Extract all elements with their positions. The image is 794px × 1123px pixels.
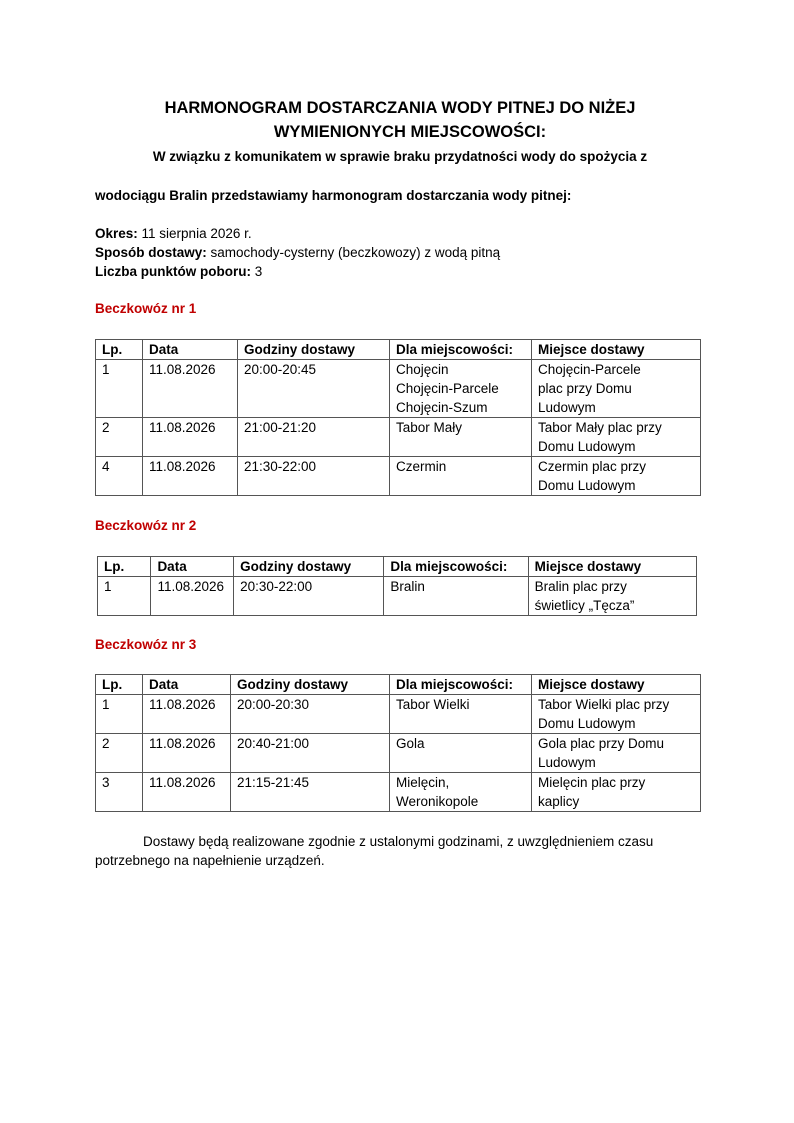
cell-locality [384, 577, 528, 616]
cell-delivery-place [532, 734, 701, 773]
info-delivery-method-value: samochody-cysterny (beczkowozy) z wodą pitną [206, 245, 501, 260]
cell-locality-line: Tabor Wielki [396, 697, 470, 712]
cell-delivery-place-line: Ludowym [538, 400, 596, 415]
cell-locality [390, 457, 532, 496]
cell-date: 11.08.2026 [143, 734, 231, 773]
cell-locality-line: Chojęcin-Parcele [396, 381, 499, 396]
cell-locality-line: Mielęcin, [396, 775, 450, 790]
cell-locality [390, 734, 532, 773]
cell-locality-line: Bralin [390, 579, 425, 594]
intro-line-2: wodociągu Bralin przedstawiamy harmonogram dostarczania wody pitnej: [95, 188, 572, 203]
document-title-line-2: WYMIENIONYCH MIEJSCOWOŚCI: [273, 123, 547, 141]
cell-date: 11.08.2026 [143, 773, 231, 812]
footer-note: Dostawy będą realizowane zgodnie z ustalonymi godzinami, z uwzględnieniem czasu potrzebnego na napełnienie urządzeń. [95, 834, 654, 868]
document-title-line-1: HARMONOGRAM DOSTARCZANIA WODY PITNEJ DO NIŻEJ [164, 99, 636, 117]
cell-delivery-place-line: Tabor Mały plac przy [538, 420, 662, 435]
cell-delivery-place [532, 457, 701, 496]
table-row [96, 695, 701, 734]
tanker-1-table [95, 339, 701, 496]
table-row [96, 457, 701, 496]
cell-lp: 4 [96, 457, 143, 496]
header-hours: Godziny dostawy [231, 675, 390, 695]
table-row [98, 577, 697, 616]
cell-delivery-place-line: Czermin plac przy [538, 459, 647, 474]
info-period [95, 225, 252, 243]
cell-date: 11.08.2026 [143, 457, 238, 496]
header-delivery-place: Miejsce dostawy [532, 340, 701, 360]
cell-delivery-place-line: Chojęcin-Parcele [538, 362, 641, 377]
tanker-2-table [97, 556, 697, 616]
header-locality: Dla miejscowości: [384, 557, 528, 577]
cell-delivery-place-line: plac przy Domu [538, 381, 632, 396]
cell-delivery-place [532, 360, 701, 418]
cell-hours: 20:00-20:45 [238, 360, 390, 418]
tanker-1-heading: Beczkowóz nr 1 [95, 301, 197, 316]
cell-delivery-place-line: Tabor Wielki plac przy [538, 697, 670, 712]
header-lp: Lp. [98, 557, 151, 577]
header-delivery-place: Miejsce dostawy [532, 675, 701, 695]
header-hours: Godziny dostawy [238, 340, 390, 360]
cell-hours: 20:40-21:00 [231, 734, 390, 773]
cell-hours: 21:30-22:00 [238, 457, 390, 496]
cell-locality-line: Gola [396, 736, 425, 751]
cell-lp: 1 [96, 360, 143, 418]
cell-delivery-place-line: Bralin plac przy [534, 579, 627, 594]
cell-delivery-place-line: Domu Ludowym [538, 716, 636, 731]
cell-locality-line: Chojęcin [396, 362, 449, 377]
tanker-3-heading: Beczkowóz nr 3 [95, 637, 197, 652]
cell-locality [390, 773, 532, 812]
header-delivery-place: Miejsce dostawy [528, 557, 696, 577]
cell-lp: 2 [96, 734, 143, 773]
cell-delivery-place-line: Domu Ludowym [538, 478, 636, 493]
cell-date: 11.08.2026 [151, 577, 234, 616]
cell-date: 11.08.2026 [143, 695, 231, 734]
info-period-label: Okres: [95, 226, 138, 241]
header-hours: Godziny dostawy [234, 557, 384, 577]
header-date: Data [143, 340, 238, 360]
cell-locality-line: Tabor Mały [396, 420, 463, 435]
cell-hours: 20:30-22:00 [234, 577, 384, 616]
cell-delivery-place-line: Gola plac przy Domu [538, 736, 665, 751]
cell-hours: 21:15-21:45 [231, 773, 390, 812]
info-delivery-method [95, 244, 500, 262]
intro-line-1: W związku z komunikatem w sprawie braku przydatności wody do spożycia z [152, 149, 648, 164]
cell-hours: 21:00-21:20 [238, 418, 390, 457]
table-row [96, 773, 701, 812]
header-date: Data [143, 675, 231, 695]
cell-hours: 20:00-20:30 [231, 695, 390, 734]
table-row [96, 734, 701, 773]
cell-lp: 1 [98, 577, 151, 616]
cell-locality-line: Chojęcin-Szum [396, 400, 488, 415]
table-row [96, 360, 701, 418]
header-locality: Dla miejscowości: [390, 675, 532, 695]
table-header-row [98, 557, 697, 577]
table-header-row [96, 675, 701, 695]
info-period-value: 11 sierpnia 2026 r. [137, 226, 252, 241]
header-date: Data [151, 557, 234, 577]
cell-delivery-place [528, 577, 696, 616]
cell-date: 11.08.2026 [143, 418, 238, 457]
cell-delivery-place-line: Domu Ludowym [538, 439, 636, 454]
info-points-count [95, 263, 262, 281]
cell-locality-line: Czermin [396, 459, 447, 474]
table-header-row [96, 340, 701, 360]
cell-lp: 3 [96, 773, 143, 812]
cell-locality [390, 695, 532, 734]
tanker-2-heading: Beczkowóz nr 2 [95, 518, 197, 533]
table-row [96, 418, 701, 457]
cell-delivery-place-line: Ludowym [538, 755, 596, 770]
info-points-count-value: 3 [250, 264, 263, 279]
info-delivery-method-label: Sposób dostawy: [95, 245, 207, 260]
cell-delivery-place [532, 773, 701, 812]
cell-locality-line: Weronikopole [396, 794, 479, 809]
header-locality: Dla miejscowości: [390, 340, 532, 360]
cell-locality [390, 418, 532, 457]
cell-delivery-place-line: kaplicy [538, 794, 580, 809]
info-points-count-label: Liczba punktów poboru: [95, 264, 251, 279]
cell-date: 11.08.2026 [143, 360, 238, 418]
cell-locality [390, 360, 532, 418]
cell-lp: 1 [96, 695, 143, 734]
header-lp: Lp. [96, 340, 143, 360]
header-lp: Lp. [96, 675, 143, 695]
cell-delivery-place-line: Mielęcin plac przy [538, 775, 646, 790]
cell-delivery-place [532, 695, 701, 734]
tanker-3-table [95, 674, 701, 812]
cell-delivery-place [532, 418, 701, 457]
cell-lp: 2 [96, 418, 143, 457]
cell-delivery-place-line: świetlicy „Tęcza” [534, 598, 635, 613]
